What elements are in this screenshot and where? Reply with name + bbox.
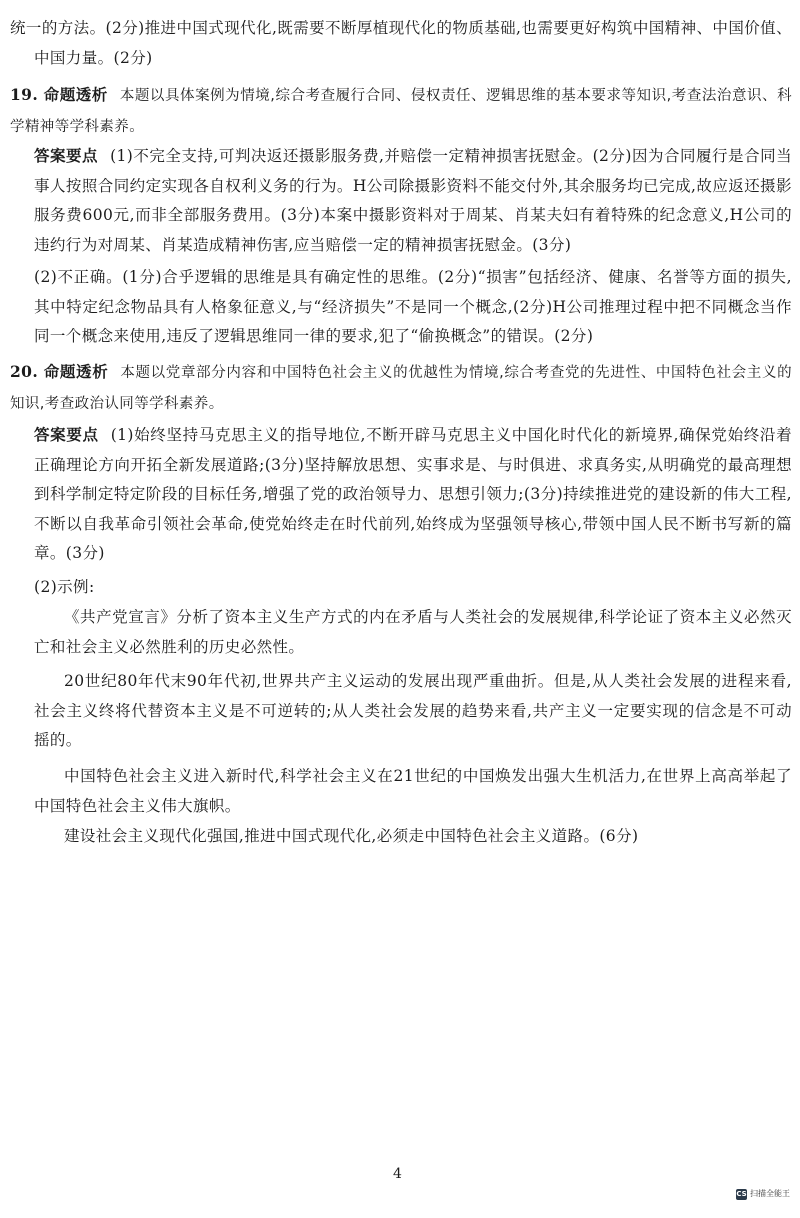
q20-example-para-3: 中国特色社会主义进入新时代,科学社会主义在21世纪的中国焕发出强大生机活力,在世界上高高举起了中国特色社会主义伟大旗帜。 bbox=[34, 767, 792, 815]
carryover-line-1: 统一的方法。(2分)推进中国式现代化,既需要不断厚植现代化的物质基础,也需要更好构筑中国精神、中国 bbox=[10, 19, 745, 37]
q20-number: 20. bbox=[10, 362, 39, 381]
q19-answer-1 bbox=[34, 141, 792, 260]
q19-analysis-label: 命题透析 bbox=[43, 85, 108, 104]
q20-example-para-4: 建设社会主义现代化强国,推进中国式现代化,必须走中国特色社会主义道路。(6分) bbox=[64, 827, 639, 845]
q19-analysis bbox=[10, 80, 792, 142]
q20-answer-1-text: (1)始终坚持马克思主义的指导地位,不断开辟马克思主义中国化时代化的新境界,确保党始终沿着正确理论方向开拓全新发展道路;(3分)坚持解放思想、实事求是、与时俱进、求真务实,从明确党的最高理想到科学制定特定阶段的目标任务,增强了党的政治领导力、思想引领力;(3分)持续推进党的建设新的伟大工程,不断以自我革命引领社会革命,使党始终走在时代前列,始终成为坚强领导核心,带领中国人民不断书写新的篇章。(3分) bbox=[34, 426, 792, 562]
q20-example-label: (2)示例: bbox=[34, 578, 95, 596]
q20-analysis bbox=[10, 357, 792, 419]
q19-analysis-text: 本题以具体案例为情境,综合考查履行合同、侵权责任、逻辑思维的基本要求等知识,考查法治意识、科学精神等学科素养。 bbox=[10, 88, 792, 135]
camscanner-icon: CS bbox=[736, 1190, 747, 1198]
q20-answer-1 bbox=[34, 420, 792, 569]
q20-example-para-2: 20世纪80年代末90年代初,世界共产主义运动的发展出现严重曲折。但是,从人类社会发展的进程来看,社会主义终将代替资本主义是不可逆转的;从人类社会发展的趋势来看,共产主义一定要实现的信念是不可动摇的。 bbox=[34, 672, 792, 749]
q19-answer-label: 答案要点 bbox=[34, 146, 99, 165]
q20-example-para-1: 《共产党宣言》分析了资本主义生产方式的内在矛盾与人类社会的发展规律,科学论证了资本主义必然灭亡和社会主义必然胜利的历史必然性。 bbox=[34, 608, 792, 656]
carryover-text bbox=[10, 14, 793, 73]
q19-answer-1-text: (1)不完全支持,可判决返还摄影服务费,并赔偿一定精神损害抚慰金。(2分)因为合同履行是合同当事人按照合同约定实现各自权利义务的行为。H公司除摄影资料不能交付外,其余服务均已完成,故应返还摄影服务费600元,而非全部服务费用。(3分)本案中摄影资料对于周某、肖某夫妇有着特殊的纪念意义,H公司的违约行为对周某、肖某造成精神伤害,应当赔偿一定的精神损害抚慰金。(3分) bbox=[34, 147, 792, 254]
scanner-watermark-text: 扫描全能王 bbox=[750, 1189, 790, 1198]
q20-analysis-label: 命题透析 bbox=[43, 362, 109, 381]
page-number: 4 bbox=[393, 1166, 402, 1182]
scanner-watermark bbox=[736, 1189, 796, 1211]
q19-number: 19. bbox=[10, 85, 39, 104]
q20-answer-label: 答案要点 bbox=[34, 425, 99, 444]
q20-analysis-text: 本题以党章部分内容和中国特色社会主义的优越性为情境,综合考查党的先进性、中国特色社会主义的知识,考查政治认同等学科素养。 bbox=[10, 365, 792, 412]
carryover-line-2: 价值、中国力量。(2分) bbox=[34, 19, 793, 67]
q19-answer-2: (2)不正确。(1分)合乎逻辑的思维是具有确定性的思维。(2分)“损害”包括经济、健康、名誉等方面的损失,其中特定纪念物品具有人格象征意义,与“经济损失”不是同一个概念,(2分)H公司推理过程中把不同概念当作同一个概念来使用,违反了逻辑思维同一律的要求,犯了“偷换概念”的错误。(2分) bbox=[34, 268, 792, 345]
